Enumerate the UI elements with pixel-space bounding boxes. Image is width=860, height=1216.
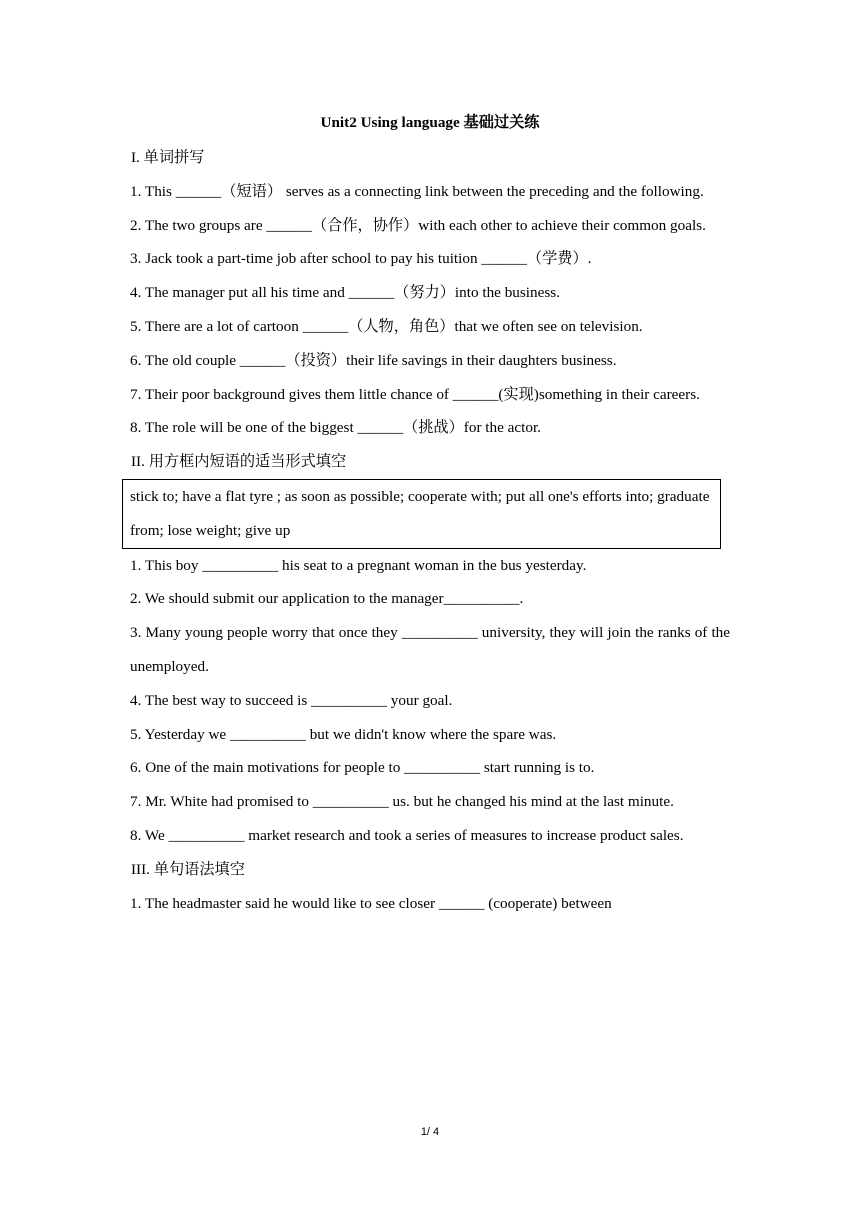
exercise-item: 6. One of the main motivations for people to __________ start running is to. (130, 759, 595, 777)
exercise-item: 3. Many young people worry that once they __________ university, they will join the ranks of the unemployed. (130, 624, 730, 675)
exercise-item: 1. The headmaster said he would like to see closer ______ (cooperate) between (130, 894, 612, 912)
document-content (130, 109, 730, 920)
exercise-item: 1. This ______（短语） serves as a connecting link between the preceding and the following. (130, 182, 704, 200)
exercise-item: 1. This boy __________ his seat to a pregnant woman in the bus yesterday. (130, 556, 587, 574)
exercise-item: 4. The manager put all his time and ______（努力）into the business. (130, 284, 560, 302)
section-heading: I. 单词拼写 (131, 149, 205, 166)
section-heading: III. 单句语法填空 (131, 860, 245, 878)
exercise-item: 2. The two groups are ______（合作，协作）with each other to achieve their common goals. (130, 216, 706, 234)
exercise-item: 7. Their poor background gives them little chance of ______(实现)something in their careers. (130, 385, 700, 403)
phrase-box: stick to; have a flat tyre ; as soon as possible; cooperate with; put all one's efforts into; graduate from; lose weight; give up (122, 479, 721, 549)
exercise-item: 4. The best way to succeed is __________ your goal. (130, 691, 453, 709)
page-number: 1/ 4 (420, 1126, 440, 1138)
document-title: Unit2 Using language 基础过关练 (320, 114, 540, 131)
exercise-item: 5. Yesterday we __________ but we didn't know where the spare was. (130, 725, 557, 743)
section-heading: II. 用方框内短语的适当形式填空 (131, 453, 347, 471)
exercise-item: 6. The old couple ______（投资）their life savings in their daughters business. (130, 351, 617, 369)
exercise-item: 8. We __________ market research and took a series of measures to increase product sales. (130, 826, 684, 844)
exercise-item: 2. We should submit our application to the manager__________. (130, 590, 524, 608)
exercise-item: 5. There are a lot of cartoon ______（人物，角色）that we often see on television. (130, 317, 643, 335)
exercise-item: 8. The role will be one of the biggest ______（挑战）for the actor. (130, 419, 541, 437)
exercise-item: 7. Mr. White had promised to __________ us. but he changed his mind at the last minute. (130, 793, 674, 811)
exercise-item: 3. Jack took a part-time job after school to pay his tuition ______（学费）. (130, 250, 592, 268)
